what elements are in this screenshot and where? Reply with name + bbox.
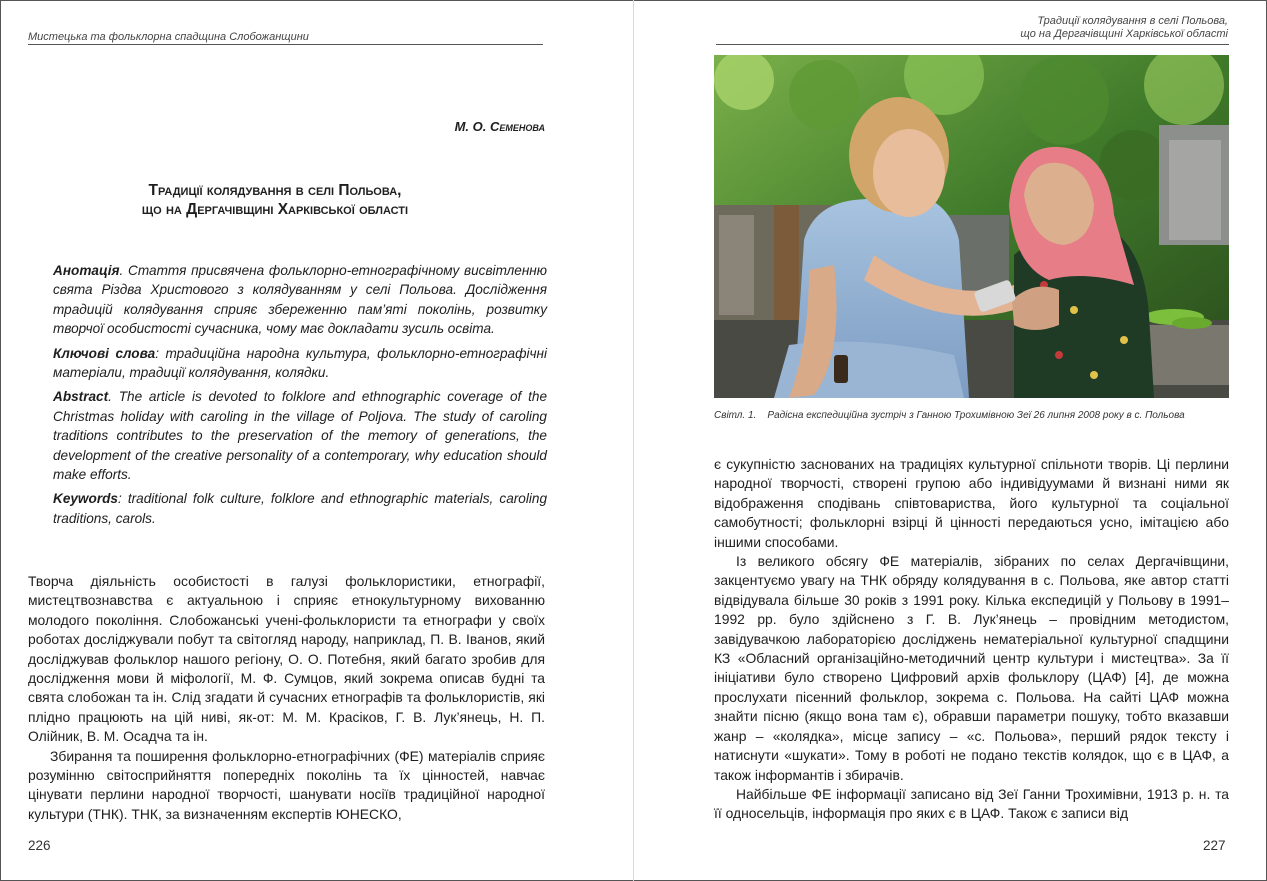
abstract-en-text: . The article is devoted to folklore and ethnographic coverage of the Christmas holiday with caroling in the village of Poljova. The study of caroling traditions contributes to the preservation of the memory of generations, the development of the creative personality of a contemporary, why education should make efforts. [53,389,547,483]
abstract-label: Анотація [53,263,120,278]
left-running-head: Мистецька та фольклорна спадщина Слобожанщини [28,31,309,43]
title-line-2: що на Дергачівщині Харківської області [141,201,409,218]
right-page-number: 227 [1203,838,1226,853]
abstract-en [53,387,547,484]
expedition-photo [714,55,1229,398]
right-paragraph-2: Із великого обсягу ФЕ матеріалів, зібраних по селах Дергачівщини, закцентуємо увагу на ТНК обряду колядування в с. Польова, яке автор статті відвідувала більше 30 років з 1991 року. Кілька експедицій у Польову в 1991–1992 рр. було здійснено з Г. В. Лук’янець – провідним методистом, завідувачкою лабораторією досліджень нематеріальної культурної спадщини КЗ «Обласний організаційно-методичний центр культури і мистецтва». За її ініціативи було створено Цифровий архів фольклору (ЦАФ) [4], де можна прослухати пісенний фольклор, зокрема с. Польова. На сайті ЦАФ можна знайти пісню (якщо вона там є), обравши параметри пошуку, тобто вказавши жанр – «колядка», місце запису – «с. Польова», перший рядок тексту і натиснути «шукати». Тому в роботі не подано текстів колядок, що є в ЦАФ, а також інформантів і збирачів. [714,553,1229,783]
photo-illustration [714,55,1229,398]
abstract-block [53,261,547,533]
right-body-text [714,455,1229,824]
left-page-number: 226 [28,838,51,853]
left-body-text [28,572,545,824]
right-paragraph-1: є сукупністю заснованих на традиціях культурної спільноти творів. Ці перлини народної творчості, створені групою або індивідуумами й визнані ними як відображення сподівань співтовариства, його культурної та соціальної самобутності; фольклорні взірці й цінності передаються усно, імітацією або іншими способами. [714,456,1229,550]
keywords-en-label: Keywords [53,491,118,507]
right-running-head [900,15,1228,41]
left-paragraph-1: Творча діяльність особистості в галузі фольклористики, етнографії, мистецтвознавства є актуальною і сприяє етнокультурному вихованню молодого покоління. Слобожанські учені-фольклористи та етнографи у своїх роботах досліджували побут та світогляд народу, наприклад, П. В. Іванов, який досліджував фольклор нашого регіону, О. О. Потебня, який багато зробив для дослідження мови й міфології, М. Ф. Сумцов, який зокрема описав будні та свята слобожан та ін. Слід згадати й сучасних етнографів та фольклористів, які плідно працюють на цій ниві, як-от: М. М. Красіков, Г. В. Лук’янець, Н. П. Олійник, В. М. Осадча та ін. [28,573,545,745]
keywords-text: : традиційна народна культура, фольклорно-етнографічні матеріали, традиції колядування, колядки. [53,345,547,381]
right-header-rule [716,44,1229,45]
keywords-en [53,489,547,528]
article-title [40,181,510,219]
right-running-head-line-2: що на Дергачівщині Харківської області [1020,28,1228,40]
keywords-en-text: : traditional folk culture, folklore and ethnographic materials, caroling traditions, carols. [53,491,547,526]
title-line-1: Традиції колядування в селі Польова, [148,182,402,199]
photo-caption: Світл. 1. Радісна експедиційна зустріч з Ганною Трохимівною Зеї 26 липня 2008 року в с. Польова [714,410,1185,421]
author-name: М. О. Семенова [454,119,545,134]
keywords-label: Ключові слова [53,345,156,361]
keywords-ua [53,344,547,383]
abstract-text: . Стаття присвячена фольклорно-етнографічному висвітленню свята Різдва Христового з колядуванням у селі Польова. Дослідження традицій колядування сприяє збереженню пам’яті поколінь, розвитку творчої особистості сучасника, чому має докладати зусиль освіта. [53,263,547,337]
abstract-en-label: Abstract [53,389,109,405]
book-spine [633,0,634,881]
abstract-ua [53,261,547,339]
right-running-head-line-1: Традиції колядування в селі Польова, [1037,15,1228,27]
right-paragraph-3: Найбільше ФЕ інформації записано від Зеї Ганни Трохимівни, 1913 р. н. та її односельців, інформація про яких є в ЦАФ. Також є записи від [714,785,1229,822]
left-paragraph-2: Збирання та поширення фольклорно-етнографічних (ФЕ) матеріалів сприяє розумінню світосприйняття попередніх поколінь та їх цінностей, навчає цінувати перлини народної творчості, шанувати носіїв традиційної народної культури (ТНК). ТНК, за визначенням експертів ЮНЕСКО, [28,747,545,822]
left-header-rule [28,44,543,45]
